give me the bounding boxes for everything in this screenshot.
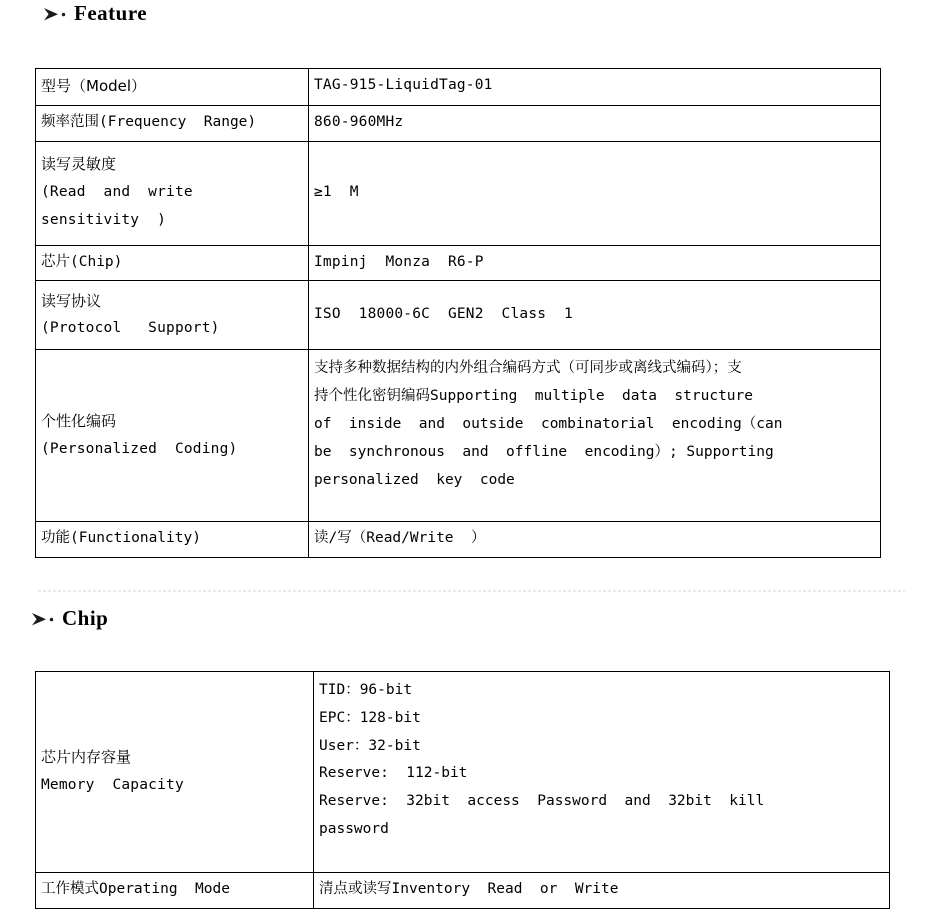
section-heading-feature: [42, 1, 147, 26]
label-line: (Protocol Support): [41, 320, 220, 337]
section-heading-chip: [30, 606, 108, 631]
label-line: sensitivity ): [41, 212, 167, 229]
label-line: 型号（Model）: [41, 77, 147, 95]
section-title-chip: Chip: [62, 606, 109, 630]
table-row: [36, 350, 881, 522]
row-value-operating-mode: [314, 873, 890, 909]
label-line: (Personalized Coding): [41, 440, 238, 457]
table-row: [36, 141, 881, 245]
value-line: Impinj Monza R6-P: [314, 253, 484, 270]
row-label-protocol-support: [36, 281, 309, 350]
value-line: 支持多种数据结构的内外组合编码方式（可同步或离线式编码）；支: [314, 360, 742, 377]
table-row: [36, 672, 890, 873]
table-row: [36, 281, 881, 350]
value-line: ≥1 M: [314, 183, 359, 200]
table-row: [36, 522, 881, 558]
value-line: User：32-bit: [319, 737, 421, 754]
value-line: 读/写（Read/Write ）: [314, 530, 486, 547]
row-label-frequency-range: [36, 105, 309, 141]
label-line: 功能(Functionality): [41, 530, 201, 547]
value-line: Reserve: 112-bit: [319, 765, 468, 782]
label-line: (Read and write: [41, 184, 193, 201]
label-line: 读写协议: [41, 291, 102, 310]
value-line: TAG-915-LiquidTag-01: [314, 77, 493, 94]
row-value-model: [309, 69, 881, 106]
value-line: Reserve: 32bit access Password and 32bit kill: [319, 793, 765, 810]
row-label-model: [36, 69, 309, 106]
row-value-memory-capacity: [314, 672, 890, 873]
label-line: 读写灵敏度: [41, 155, 117, 174]
label-line: 个性化编码: [41, 412, 117, 431]
value-line: TID：96-bit: [319, 682, 413, 698]
value-line: password: [319, 821, 389, 838]
section-divider: [38, 590, 905, 592]
table-row: [36, 105, 881, 141]
chip-spec-table: [35, 671, 890, 909]
value-line: EPC：128-bit: [319, 709, 421, 726]
label-line: 芯片内存容量: [41, 748, 132, 767]
table-row: [36, 873, 890, 909]
arrow-bullet-icon: [42, 5, 68, 25]
row-value-functionality: [309, 522, 881, 558]
feature-spec-table: [35, 68, 881, 558]
row-label-read-write-sensitivity: [36, 141, 309, 245]
row-value-personalized-coding: [309, 350, 881, 522]
value-line: 清点或读写Inventory Read or Write: [319, 881, 619, 898]
row-label-functionality: [36, 522, 309, 558]
label-line: Memory Capacity: [41, 776, 184, 793]
row-label-memory-capacity: [36, 672, 314, 873]
arrow-bullet-icon: [30, 610, 56, 630]
row-label-personalized-coding: [36, 350, 309, 522]
section-title-feature: Feature: [74, 1, 148, 25]
row-label-operating-mode: [36, 873, 314, 909]
table-row: [36, 245, 881, 281]
value-line: of inside and outside combinatorial encoding（can: [314, 416, 783, 433]
row-value-frequency-range: [309, 105, 881, 141]
value-line: personalized key code: [314, 471, 515, 488]
value-line: 持个性化密钥编码Supporting multiple data structure: [314, 388, 753, 405]
value-line: ISO 18000-6C GEN2 Class 1: [314, 306, 573, 323]
label-line: 工作模式Operating Mode: [41, 881, 230, 898]
table-row: [36, 69, 881, 106]
row-value-chip: [309, 245, 881, 281]
row-value-read-write-sensitivity: [309, 141, 881, 245]
label-line: 芯片(Chip): [41, 253, 123, 270]
row-value-protocol-support: [309, 281, 881, 350]
row-label-chip: [36, 245, 309, 281]
value-line: be synchronous and offline encoding）; Supporting: [314, 443, 774, 460]
label-line: 频率范围(Frequency Range): [41, 113, 257, 130]
value-line: 860-960MHz: [314, 113, 404, 130]
